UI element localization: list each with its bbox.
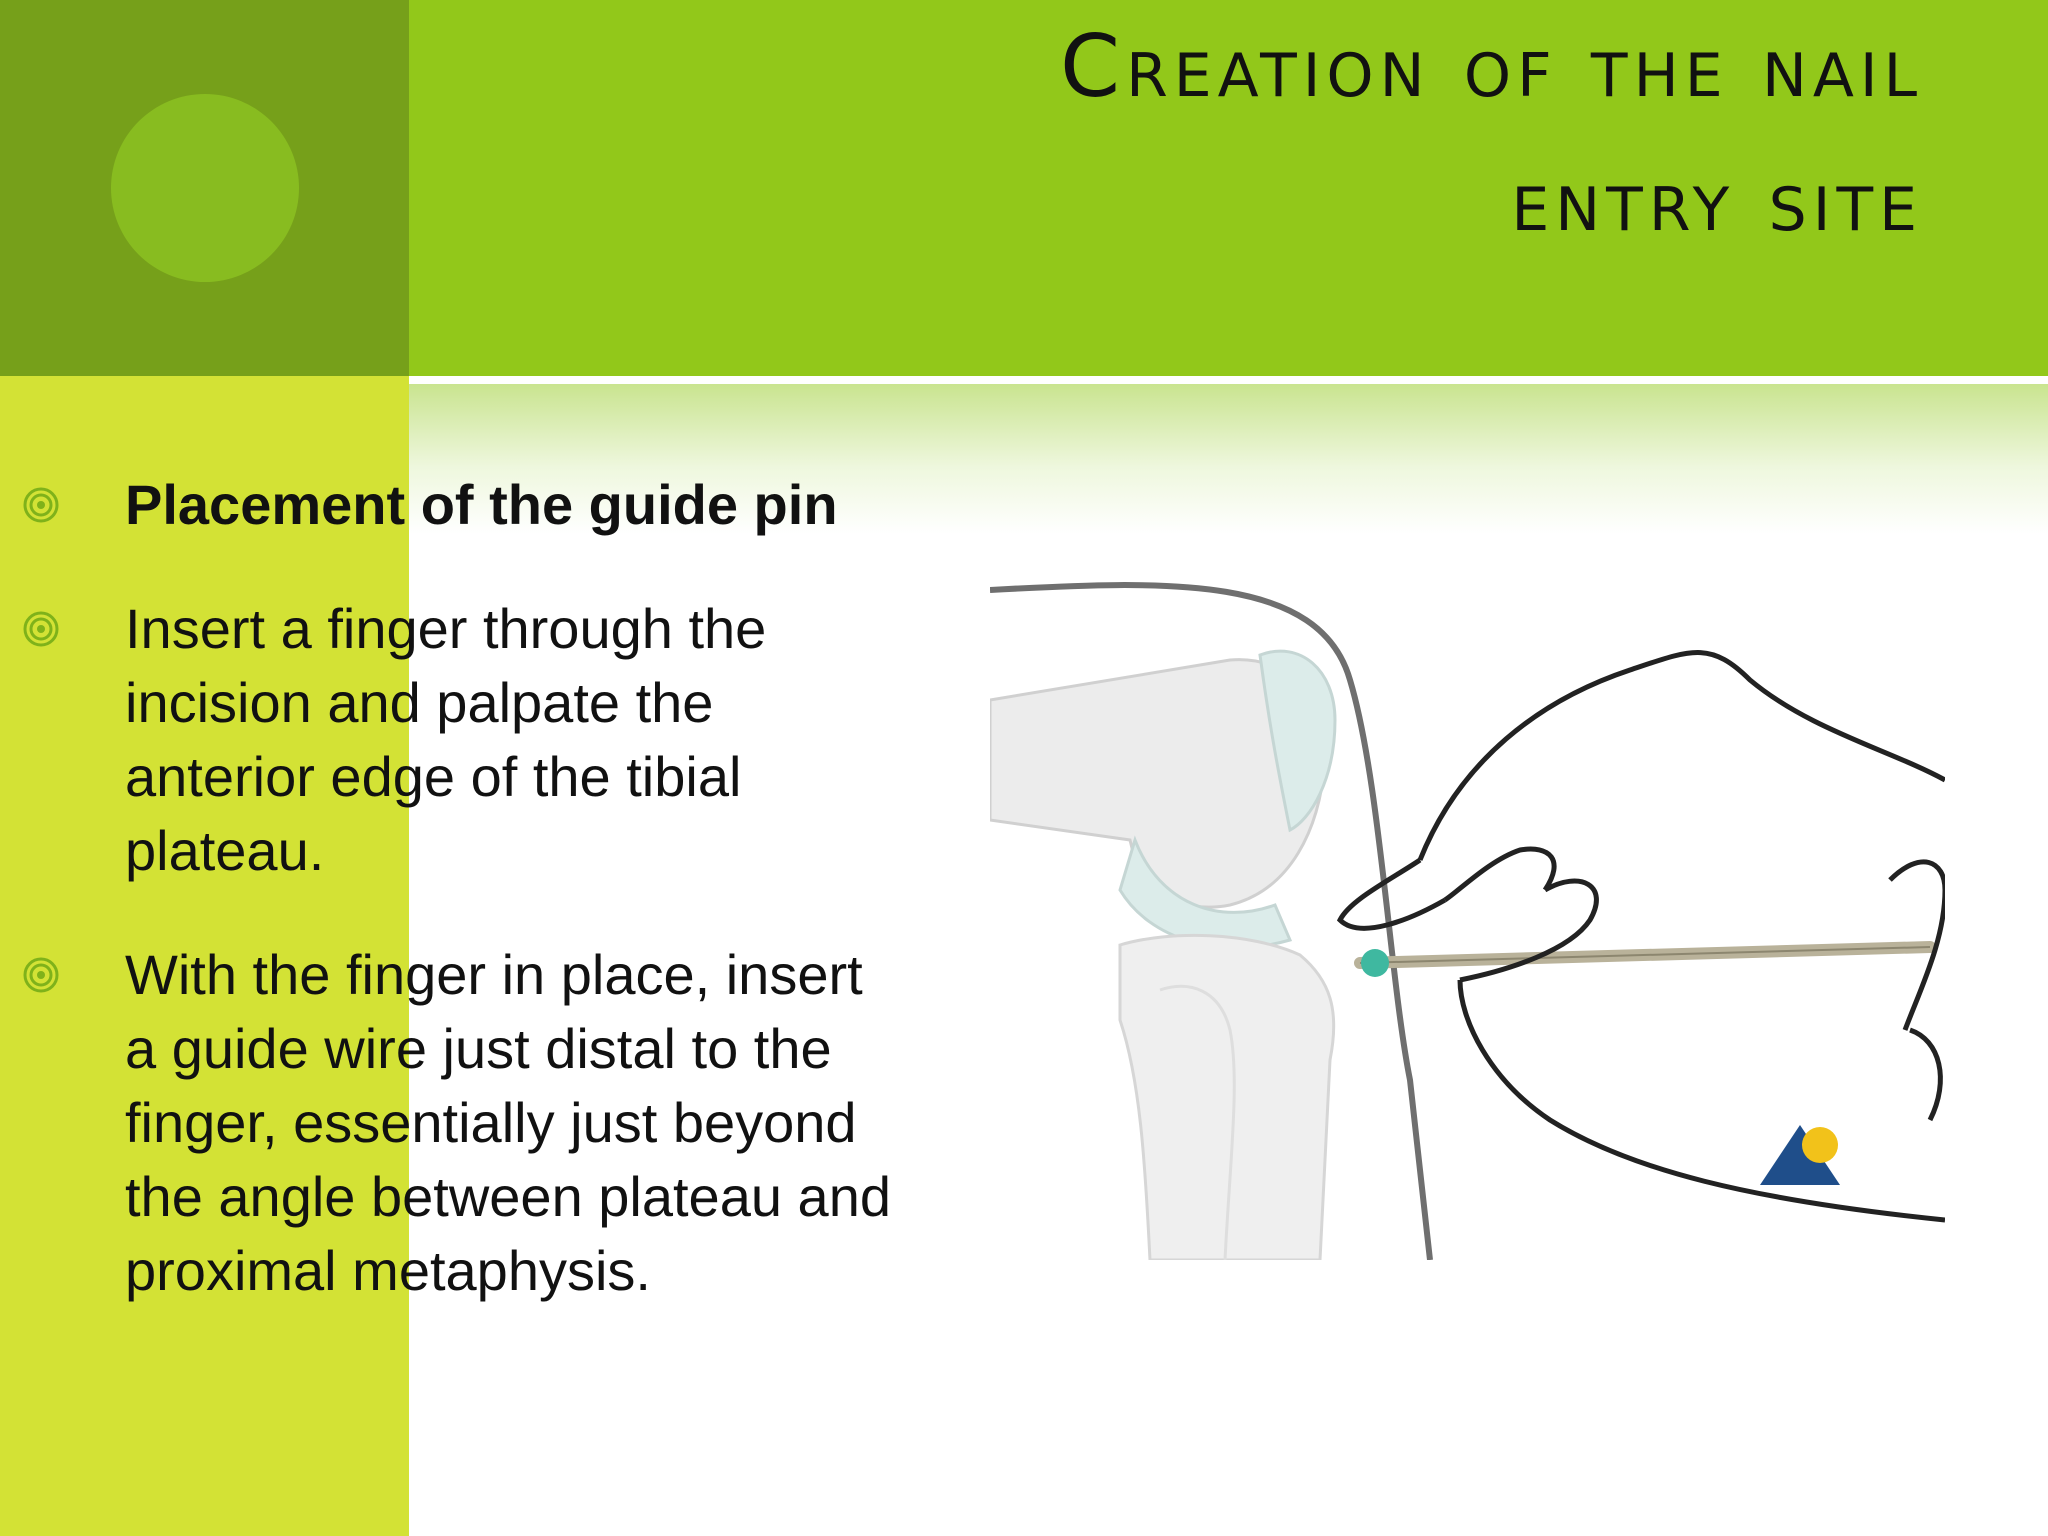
target-bullet-icon	[22, 486, 60, 524]
bullet-text: With the finger in place, insert a guide wire just distal to the finger, essentially just beyond the angle between plateau and proximal metaphysis.	[125, 943, 891, 1302]
bullet-item	[0, 468, 900, 542]
decorative-circle	[111, 94, 299, 282]
header-divider	[409, 376, 2048, 384]
bullet-text: Placement of the guide pin	[125, 473, 838, 536]
bullet-item	[0, 938, 900, 1308]
slide-title-line-1: Creation of the nail	[1060, 17, 1923, 117]
slide-title-line-2: entry site	[1511, 151, 1923, 251]
bullet-item	[0, 592, 900, 888]
slide-title	[723, 0, 1923, 268]
target-bullet-icon	[22, 610, 60, 648]
bullet-text: Insert a finger through the incision and palpate the anterior edge of the tibial plateau.	[125, 597, 767, 882]
knee-guide-pin-illustration	[990, 560, 1945, 1260]
target-bullet-icon	[22, 956, 60, 994]
bullet-list	[0, 468, 900, 1358]
